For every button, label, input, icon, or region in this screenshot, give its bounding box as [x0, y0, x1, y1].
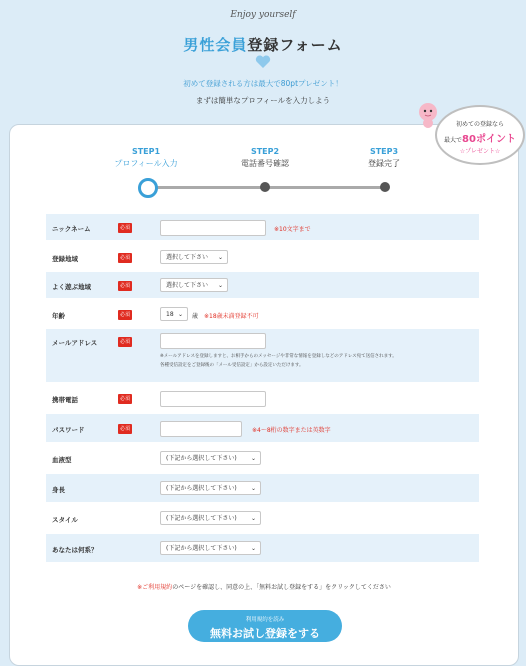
cta-main-label: 無料お試し登録をする — [210, 627, 320, 640]
email-label: メールアドレス — [52, 339, 98, 347]
age-note: ※18歳未満登録不可 — [204, 313, 259, 320]
chevron-down-icon: ⌄ — [250, 545, 256, 552]
age-select-value: 18 — [166, 311, 174, 318]
chevron-down-icon: ⌄ — [250, 485, 256, 492]
style-select[interactable] — [160, 511, 261, 525]
height-select-value: (下記から選択して下さい) — [166, 485, 237, 492]
bonus-bubble — [435, 105, 525, 165]
blood-label: 血液型 — [52, 456, 72, 464]
registration-card — [9, 124, 519, 666]
email-input[interactable] — [160, 333, 266, 349]
age-select[interactable] — [160, 307, 188, 321]
mascot-icon — [417, 101, 439, 129]
password-label: パスワード — [52, 426, 85, 434]
step-3-number: STEP3 — [369, 147, 399, 156]
required-badge: 必須 — [119, 339, 130, 345]
phone-label: 携帯電話 — [52, 396, 78, 404]
step-1-number: STEP1 — [131, 147, 161, 156]
blood-select-value: (下記から選択して下さい) — [166, 455, 237, 462]
required-badge: 必須 — [119, 396, 130, 402]
style-select-value: (下記から選択して下さい) — [166, 515, 237, 522]
chevron-down-icon: ⌄ — [217, 282, 223, 289]
bonus-line-1: 初めての登録なら — [455, 121, 504, 128]
row-age — [46, 301, 479, 327]
terms-prefix: ※ — [137, 584, 143, 591]
region-select[interactable] — [160, 250, 228, 264]
row-email — [46, 329, 479, 382]
required-badge: 必須 — [119, 255, 130, 261]
password-input[interactable] — [160, 421, 242, 437]
age-label: 年齢 — [52, 312, 65, 320]
type-select[interactable] — [160, 541, 261, 555]
row-style — [46, 504, 479, 532]
step-1-marker — [138, 178, 158, 198]
nickname-label: ニックネーム — [52, 225, 91, 233]
terms-notice — [10, 582, 518, 591]
row-password — [46, 414, 479, 442]
row-type — [46, 534, 479, 562]
script-tagline: Enjoy yourself — [230, 10, 296, 20]
row-height — [46, 474, 479, 502]
terms-text: のページを確認し、同意の上、「無料お試し登録をする」をクリックしてください — [172, 584, 391, 591]
terms-link[interactable]: ご利用規約 — [142, 584, 173, 591]
row-blood — [46, 444, 479, 472]
step-2 — [215, 147, 315, 169]
chevron-down-icon: ⌄ — [217, 254, 223, 261]
cta-small-label: 利用規約を読み — [245, 617, 285, 623]
type-select-value: (下記から選択して下さい) — [166, 545, 237, 552]
step-2-label: 電話番号確認 — [241, 159, 289, 168]
row-phone — [46, 384, 479, 412]
step-1-label: プロフィール入力 — [114, 159, 178, 168]
step-3-label: 登録完了 — [368, 159, 400, 168]
free-trial-register-button[interactable] — [188, 610, 342, 642]
height-select[interactable] — [160, 481, 261, 495]
required-badge: 必須 — [119, 312, 130, 318]
nickname-note: ※10文字まで — [274, 226, 311, 233]
chevron-down-icon: ⌄ — [250, 515, 256, 522]
step-2-number: STEP2 — [250, 147, 280, 156]
bonus-line-3: ☆プレゼント☆ — [459, 148, 501, 155]
chevron-down-icon: ⌄ — [177, 311, 183, 318]
step-1 — [96, 147, 196, 169]
step-3-marker — [380, 182, 390, 192]
bonus-points: 80ポイント — [462, 134, 516, 145]
password-note: ※4〜8桁の数字または英数字 — [252, 427, 331, 434]
phone-input[interactable] — [160, 391, 266, 407]
page-title-rest: 登録フォーム — [247, 36, 343, 54]
subtitle-instruction: まずは簡単なプロフィールを入力しよう — [195, 96, 331, 105]
step-2-marker — [260, 182, 270, 192]
blood-select[interactable] — [160, 451, 261, 465]
nickname-input[interactable] — [160, 220, 266, 236]
required-badge: 必須 — [119, 283, 130, 289]
region-select-value: 選択して下さい — [166, 254, 209, 261]
row-nickname — [46, 214, 479, 240]
bonus-line-2 — [437, 130, 523, 145]
region-label: 登録地域 — [52, 255, 78, 263]
row-region — [46, 244, 479, 270]
heart-icon — [255, 55, 271, 69]
age-unit: 歳 — [192, 313, 199, 320]
email-help-1: ※メールアドレスを登録しますと、お相手からのメッセージや非常な情報を登録しなどのアドレス宛て送信されます。 — [160, 354, 397, 359]
height-label: 身長 — [52, 486, 65, 494]
play-region-label: よく遊ぶ地域 — [52, 283, 91, 291]
bonus-badge — [417, 101, 521, 165]
play-region-select[interactable] — [160, 278, 228, 292]
required-badge: 必須 — [119, 225, 130, 231]
row-play-region — [46, 272, 479, 298]
required-badge: 必須 — [119, 426, 130, 432]
subtitle-bonus: 初めて登録される方は最大で80ptプレゼント！ — [183, 79, 343, 88]
chevron-down-icon: ⌄ — [250, 455, 256, 462]
bonus-line-2-prefix: 最大で — [444, 137, 463, 144]
type-label: あなたは何系？ — [52, 546, 98, 554]
page-title-highlight: 男性会員 — [183, 36, 248, 54]
play-region-select-value: 選択して下さい — [166, 282, 209, 289]
email-help-2: 各種受信設定をご登録後の「メール受信設定」から設定いただけます。 — [160, 363, 304, 368]
page-title — [0, 34, 526, 55]
style-label: スタイル — [52, 516, 78, 524]
